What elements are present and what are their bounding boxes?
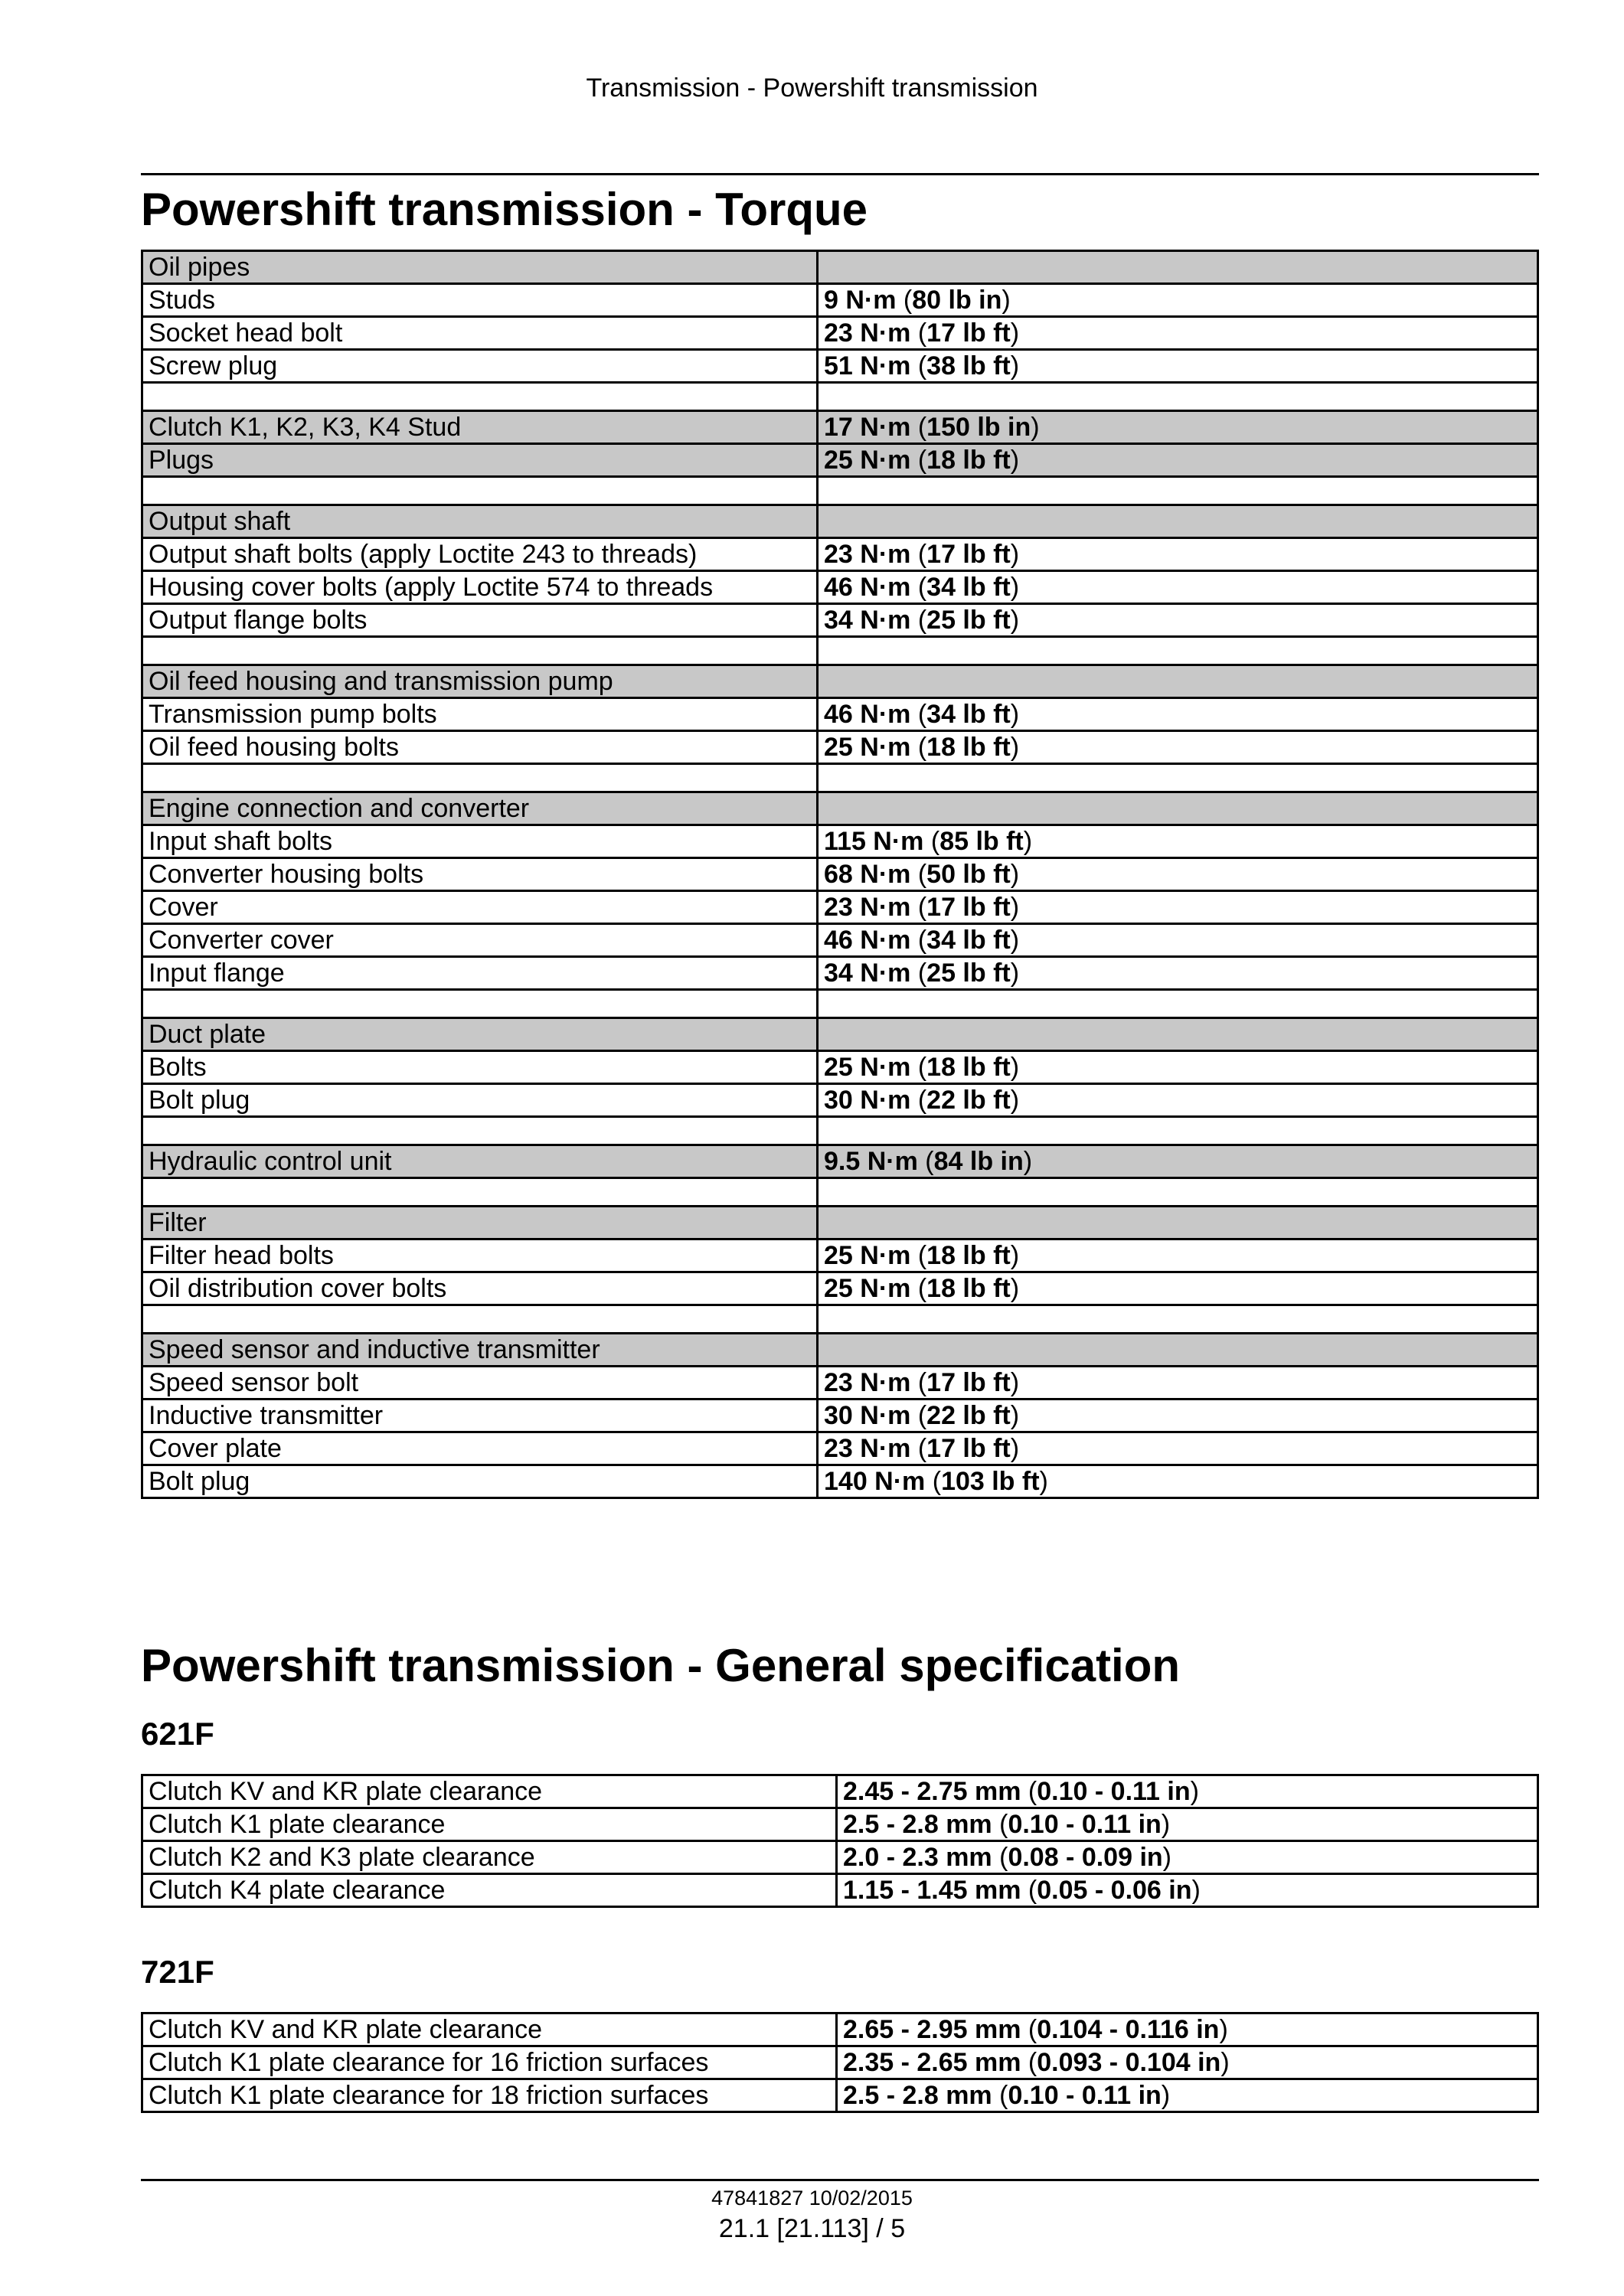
- value-cell: 34 N·m (25 lb ft): [818, 957, 1538, 990]
- value-cell: [818, 383, 1538, 411]
- item-label: Bolt plug: [142, 1084, 818, 1117]
- value-cell: [818, 792, 1538, 825]
- metric-value: 25 N·m: [824, 733, 911, 762]
- metric-value: 51 N·m: [824, 351, 911, 380]
- item-label: [142, 1117, 818, 1145]
- imperial-value: 0.08 - 0.09 in: [1008, 1843, 1163, 1872]
- table-row: [142, 891, 1538, 924]
- imperial-value: 0.05 - 0.06 in: [1037, 1876, 1192, 1905]
- value-cell: 68 N·m (50 lb ft): [818, 858, 1538, 891]
- metric-value: 1.15 - 1.45 mm: [843, 1876, 1021, 1905]
- value-cell: [818, 1178, 1538, 1207]
- value-cell: 2.5 - 2.8 mm (0.10 - 0.11 in): [837, 2079, 1538, 2112]
- value-cell: 2.45 - 2.75 mm (0.10 - 0.11 in): [837, 1775, 1538, 1808]
- metric-value: 23 N·m: [824, 318, 911, 348]
- table-row: [142, 792, 1538, 825]
- section-label: Hydraulic control unit: [142, 1145, 818, 1178]
- imperial-value: 80 lb in: [912, 286, 1002, 315]
- imperial-value: 18 lb ft: [926, 1241, 1011, 1270]
- table-row: [142, 665, 1538, 698]
- metric-value: 25 N·m: [824, 1274, 911, 1303]
- value-cell: [818, 764, 1538, 792]
- value-cell: [818, 1018, 1538, 1051]
- value-cell: 30 N·m (22 lb ft): [818, 1084, 1538, 1117]
- item-label: [142, 1305, 818, 1334]
- table-row: [142, 1272, 1538, 1305]
- value-cell: 23 N·m (17 lb ft): [818, 1367, 1538, 1399]
- imperial-value: 34 lb ft: [926, 926, 1011, 955]
- value-cell: 23 N·m (17 lb ft): [818, 317, 1538, 350]
- torque-title: Powershift transmission - Torque: [141, 184, 868, 235]
- table-row: [142, 477, 1538, 505]
- table-row: [142, 2013, 1538, 2046]
- value-cell: 9 N·m (80 lb in): [818, 284, 1538, 317]
- spec-table-721f: [141, 2012, 1539, 2113]
- item-label: Inductive transmitter: [142, 1399, 818, 1432]
- item-label: Cover: [142, 891, 818, 924]
- item-label: Cover plate: [142, 1432, 818, 1465]
- metric-value: 23 N·m: [824, 1368, 911, 1397]
- table-row: [142, 1305, 1538, 1334]
- value-cell: 25 N·m (18 lb ft): [818, 1051, 1538, 1084]
- section-label: Plugs: [142, 444, 818, 477]
- table-row: [142, 731, 1538, 764]
- table-row: [142, 284, 1538, 317]
- metric-value: 2.5 - 2.8 mm: [843, 2081, 992, 2110]
- table-row: [142, 1051, 1538, 1084]
- item-label: Bolt plug: [142, 1465, 818, 1498]
- table-row: [142, 764, 1538, 792]
- section-label: Output shaft: [142, 505, 818, 538]
- table-row: [142, 1145, 1538, 1178]
- table-row: [142, 1465, 1538, 1498]
- table-row: [142, 1841, 1538, 1874]
- imperial-value: 0.10 - 0.11 in: [1008, 2081, 1162, 2110]
- value-cell: 46 N·m (34 lb ft): [818, 571, 1538, 604]
- table-row: [142, 604, 1538, 637]
- imperial-value: 0.10 - 0.11 in: [1008, 1810, 1162, 1839]
- value-cell: 9.5 N·m (84 lb in): [818, 1145, 1538, 1178]
- imperial-value: 34 lb ft: [926, 573, 1011, 602]
- imperial-value: 85 lb ft: [939, 827, 1024, 856]
- item-label: Filter head bolts: [142, 1239, 818, 1272]
- value-cell: 2.0 - 2.3 mm (0.08 - 0.09 in): [837, 1841, 1538, 1874]
- imperial-value: 17 lb ft: [926, 318, 1011, 348]
- value-cell: 23 N·m (17 lb ft): [818, 538, 1538, 571]
- imperial-value: 25 lb ft: [926, 606, 1011, 635]
- section-label: Oil pipes: [142, 251, 818, 284]
- metric-value: 23 N·m: [824, 1434, 911, 1463]
- item-label: Clutch K1 plate clearance for 16 friction surfaces: [142, 2046, 837, 2079]
- metric-value: 2.35 - 2.65 mm: [843, 2048, 1021, 2077]
- table-row: [142, 825, 1538, 858]
- table-row: [142, 538, 1538, 571]
- imperial-value: 17 lb ft: [926, 1368, 1011, 1397]
- table-row: [142, 251, 1538, 284]
- metric-value: 68 N·m: [824, 860, 911, 889]
- imperial-value: 103 lb ft: [941, 1467, 1040, 1496]
- item-label: Clutch K1 plate clearance: [142, 1808, 837, 1841]
- table-row: [142, 1432, 1538, 1465]
- section-label: Speed sensor and inductive transmitter: [142, 1334, 818, 1367]
- item-label: Output shaft bolts (apply Loctite 243 to threads): [142, 538, 818, 571]
- value-cell: 17 N·m (150 lb in): [818, 411, 1538, 444]
- value-cell: [818, 637, 1538, 665]
- value-cell: [818, 1305, 1538, 1334]
- value-cell: [818, 665, 1538, 698]
- imperial-value: 0.104 - 0.116 in: [1037, 2015, 1220, 2044]
- model-heading-721f: 721F: [141, 1954, 214, 1990]
- value-cell: [818, 251, 1538, 284]
- page-number: 21.1 [21.113] / 5: [718, 2214, 906, 2243]
- general-spec-title: Powershift transmission - General specification: [141, 1640, 1181, 1691]
- value-cell: 46 N·m (34 lb ft): [818, 698, 1538, 731]
- imperial-value: 34 lb ft: [926, 700, 1011, 729]
- item-label: Converter housing bolts: [142, 858, 818, 891]
- metric-value: 140 N·m: [824, 1467, 926, 1496]
- value-cell: 46 N·m (34 lb ft): [818, 924, 1538, 957]
- item-label: Clutch KV and KR plate clearance: [142, 1775, 837, 1808]
- value-cell: 23 N·m (17 lb ft): [818, 1432, 1538, 1465]
- item-label: Transmission pump bolts: [142, 698, 818, 731]
- metric-value: 34 N·m: [824, 606, 911, 635]
- metric-value: 46 N·m: [824, 926, 911, 955]
- item-label: Clutch KV and KR plate clearance: [142, 2013, 837, 2046]
- imperial-value: 18 lb ft: [926, 1274, 1011, 1303]
- metric-value: 2.0 - 2.3 mm: [843, 1843, 992, 1872]
- item-label: Clutch K2 and K3 plate clearance: [142, 1841, 837, 1874]
- item-label: Output flange bolts: [142, 604, 818, 637]
- table-row: [142, 990, 1538, 1018]
- imperial-value: 22 lb ft: [926, 1401, 1011, 1430]
- value-cell: 34 N·m (25 lb ft): [818, 604, 1538, 637]
- torque-table: [141, 250, 1539, 1499]
- table-row: [142, 444, 1538, 477]
- value-cell: 115 N·m (85 lb ft): [818, 825, 1538, 858]
- item-label: Screw plug: [142, 350, 818, 383]
- value-cell: [818, 1334, 1538, 1367]
- value-cell: 23 N·m (17 lb ft): [818, 891, 1538, 924]
- metric-value: 2.5 - 2.8 mm: [843, 1810, 992, 1839]
- table-row: [142, 1399, 1538, 1432]
- table-row: [142, 1367, 1538, 1399]
- table-row: [142, 505, 1538, 538]
- metric-value: 30 N·m: [824, 1086, 911, 1115]
- item-label: Input shaft bolts: [142, 825, 818, 858]
- table-row: [142, 924, 1538, 957]
- item-label: [142, 477, 818, 505]
- metric-value: 9 N·m: [824, 286, 897, 315]
- table-row: [142, 1084, 1538, 1117]
- section-label: Oil feed housing and transmission pump: [142, 665, 818, 698]
- item-label: [142, 764, 818, 792]
- item-label: Oil distribution cover bolts: [142, 1272, 818, 1305]
- item-label: [142, 383, 818, 411]
- value-cell: [818, 990, 1538, 1018]
- value-cell: 30 N·m (22 lb ft): [818, 1399, 1538, 1432]
- header-rule: [141, 173, 1539, 175]
- item-label: Clutch K4 plate clearance: [142, 1874, 837, 1907]
- table-row: [142, 1334, 1538, 1367]
- metric-value: 9.5 N·m: [824, 1147, 918, 1176]
- table-row: [142, 2046, 1538, 2079]
- item-label: Clutch K1 plate clearance for 18 friction surfaces: [142, 2079, 837, 2112]
- table-row: [142, 1239, 1538, 1272]
- value-cell: 2.65 - 2.95 mm (0.104 - 0.116 in): [837, 2013, 1538, 2046]
- imperial-value: 84 lb in: [933, 1147, 1024, 1176]
- table-row: [142, 1775, 1538, 1808]
- item-label: [142, 637, 818, 665]
- item-label: Input flange: [142, 957, 818, 990]
- table-row: [142, 2079, 1538, 2112]
- item-label: Converter cover: [142, 924, 818, 957]
- metric-value: 115 N·m: [824, 827, 924, 856]
- imperial-value: 50 lb ft: [926, 860, 1011, 889]
- item-label: [142, 990, 818, 1018]
- table-row: [142, 571, 1538, 604]
- spec-table-621f: [141, 1774, 1539, 1908]
- imperial-value: 18 lb ft: [926, 1053, 1011, 1082]
- metric-value: 23 N·m: [824, 540, 911, 569]
- value-cell: [818, 1117, 1538, 1145]
- value-cell: 25 N·m (18 lb ft): [818, 1272, 1538, 1305]
- table-row: [142, 637, 1538, 665]
- metric-value: 2.45 - 2.75 mm: [843, 1777, 1021, 1806]
- page-header: Transmission - Powershift transmission: [586, 73, 1038, 103]
- item-label: Studs: [142, 284, 818, 317]
- section-label: Clutch K1, K2, K3, K4 Stud: [142, 411, 818, 444]
- table-row: [142, 411, 1538, 444]
- value-cell: 2.5 - 2.8 mm (0.10 - 0.11 in): [837, 1808, 1538, 1841]
- section-label: Filter: [142, 1207, 818, 1239]
- value-cell: 25 N·m (18 lb ft): [818, 444, 1538, 477]
- imperial-value: 17 lb ft: [926, 540, 1011, 569]
- item-label: [142, 1178, 818, 1207]
- table-row: [142, 1207, 1538, 1239]
- table-row: [142, 350, 1538, 383]
- value-cell: [818, 1207, 1538, 1239]
- item-label: Housing cover bolts (apply Loctite 574 to threads: [142, 571, 818, 604]
- metric-value: 46 N·m: [824, 700, 911, 729]
- metric-value: 25 N·m: [824, 446, 911, 475]
- table-row: [142, 858, 1538, 891]
- imperial-value: 0.093 - 0.104 in: [1037, 2048, 1221, 2077]
- imperial-value: 0.10 - 0.11 in: [1037, 1777, 1191, 1806]
- model-heading-621f: 621F: [141, 1716, 214, 1752]
- document-id: 47841827 10/02/2015: [711, 2187, 913, 2209]
- item-label: Bolts: [142, 1051, 818, 1084]
- item-label: Oil feed housing bolts: [142, 731, 818, 764]
- table-row: [142, 698, 1538, 731]
- value-cell: 1.15 - 1.45 mm (0.05 - 0.06 in): [837, 1874, 1538, 1907]
- imperial-value: 18 lb ft: [926, 446, 1011, 475]
- value-cell: [818, 477, 1538, 505]
- imperial-value: 25 lb ft: [926, 959, 1011, 988]
- table-row: [142, 1117, 1538, 1145]
- metric-value: 25 N·m: [824, 1053, 911, 1082]
- imperial-value: 17 lb ft: [926, 893, 1011, 922]
- metric-value: 46 N·m: [824, 573, 911, 602]
- value-cell: 140 N·m (103 lb ft): [818, 1465, 1538, 1498]
- section-label: Engine connection and converter: [142, 792, 818, 825]
- table-row: [142, 317, 1538, 350]
- value-cell: 25 N·m (18 lb ft): [818, 1239, 1538, 1272]
- imperial-value: 150 lb in: [926, 413, 1031, 442]
- metric-value: 34 N·m: [824, 959, 911, 988]
- metric-value: 2.65 - 2.95 mm: [843, 2015, 1021, 2044]
- table-row: [142, 957, 1538, 990]
- value-cell: 51 N·m (38 lb ft): [818, 350, 1538, 383]
- imperial-value: 18 lb ft: [926, 733, 1011, 762]
- metric-value: 17 N·m: [824, 413, 911, 442]
- item-label: Socket head bolt: [142, 317, 818, 350]
- metric-value: 25 N·m: [824, 1241, 911, 1270]
- table-row: [142, 1018, 1538, 1051]
- imperial-value: 38 lb ft: [926, 351, 1011, 380]
- metric-value: 23 N·m: [824, 893, 911, 922]
- table-row: [142, 383, 1538, 411]
- table-row: [142, 1874, 1538, 1907]
- value-cell: 2.35 - 2.65 mm (0.093 - 0.104 in): [837, 2046, 1538, 2079]
- table-row: [142, 1808, 1538, 1841]
- item-label: Speed sensor bolt: [142, 1367, 818, 1399]
- imperial-value: 22 lb ft: [926, 1086, 1011, 1115]
- metric-value: 30 N·m: [824, 1401, 911, 1430]
- value-cell: 25 N·m (18 lb ft): [818, 731, 1538, 764]
- section-label: Duct plate: [142, 1018, 818, 1051]
- value-cell: [818, 505, 1538, 538]
- imperial-value: 17 lb ft: [926, 1434, 1011, 1463]
- footer-rule: [141, 2179, 1539, 2181]
- table-row: [142, 1178, 1538, 1207]
